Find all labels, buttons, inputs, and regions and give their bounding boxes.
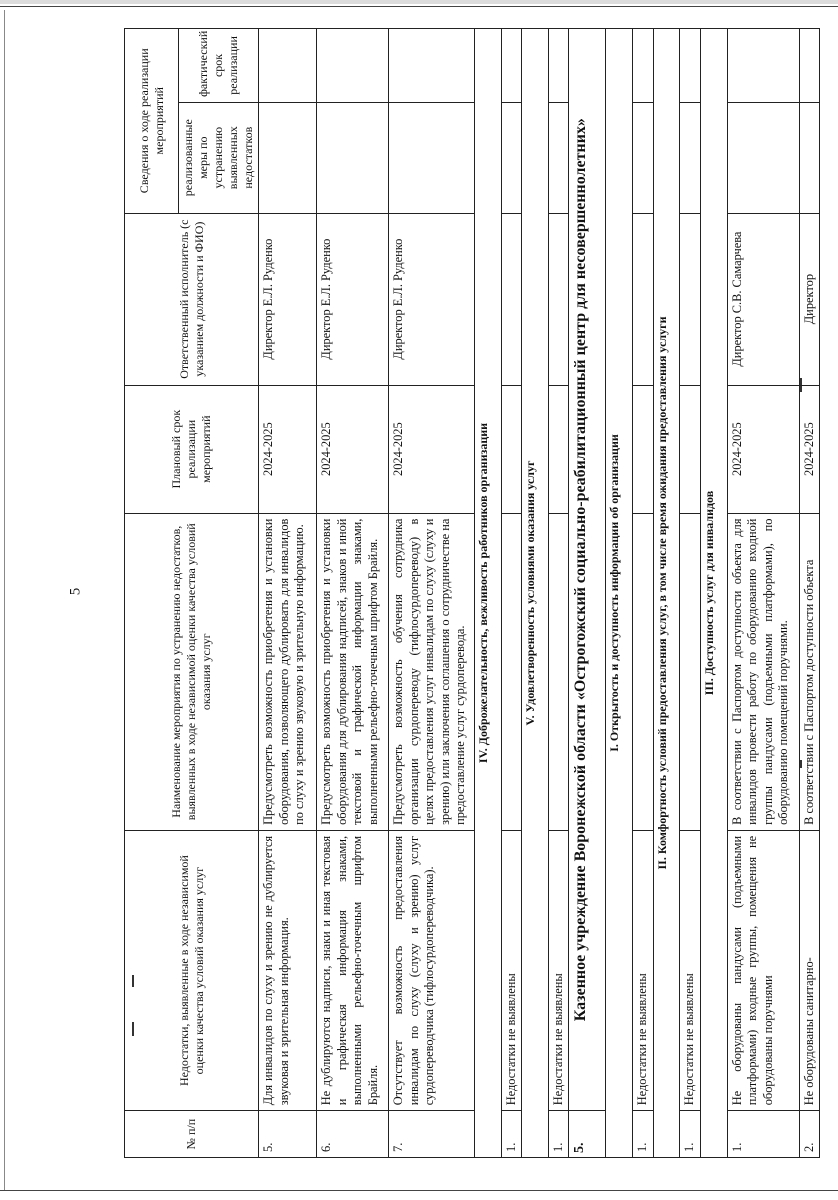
header-deficiencies: Недостатки, выявленные в ходе независимой оценки качества условий оказания услуг <box>125 830 259 1110</box>
cell-no: 1. <box>727 1111 799 1158</box>
organization-number: 5. <box>569 1111 606 1158</box>
cell-deficiency: Не оборудованы пандусами (подъемными платформами) входные группы, помещения не оборудованы поручнями <box>727 830 799 1110</box>
cell-actual-term <box>389 29 475 103</box>
scan-edge-top <box>0 0 838 4</box>
cell-no: 1. <box>680 1111 701 1158</box>
measures-table <box>124 28 820 1158</box>
header-measures: Наименование мероприятия по устранению недостатков, выявленных в ходе независимой оценки качества условий оказания услуг <box>125 513 259 830</box>
table-row <box>727 29 799 1158</box>
header-no: № п/п <box>125 1111 259 1158</box>
cell-realized <box>389 102 475 213</box>
section-title: III. Доступность услуг для инвалидов <box>700 29 727 1158</box>
cell-no: 1. <box>501 1111 522 1158</box>
table-row <box>680 29 701 1158</box>
section-row <box>606 29 633 1158</box>
section-row <box>475 29 502 1158</box>
cell-no: 7. <box>389 1111 475 1158</box>
cell-deficiency: Недостатки не выявлены <box>548 830 569 1110</box>
scan-line-top <box>0 6 838 7</box>
cell-deficiency: Не оборудованы санитарно- <box>799 830 820 1110</box>
table-row <box>501 29 522 1158</box>
cell-deficiency: Отсутствует возможность предоставления инвалидам по слуху (слуху и зрению) услуг сурдопереводчика (тифлосурдопереводчика). <box>389 830 475 1110</box>
header-progress-group: Сведения о ходе реализации мероприятий <box>125 29 179 214</box>
cell-responsible: Директор <box>799 213 820 385</box>
cell-realized <box>259 102 317 213</box>
table-row <box>317 29 389 1158</box>
cell-realized <box>799 102 820 213</box>
cell-realized <box>317 102 389 213</box>
table-row <box>548 29 569 1158</box>
cell-term: 2024-2025 <box>727 385 799 513</box>
cell-deficiency: Для инвалидов по слуху и зрению не дублируется звуковая и зрительная информация. <box>259 830 317 1110</box>
table-row <box>799 29 820 1158</box>
cell-actual-term <box>259 29 317 103</box>
cell-measure: Предусмотреть возможность приобретения и установки оборудования, позволяющего дублировать для инвалидов по слуху и зрению звуковую и зрительную информацию. <box>259 513 317 830</box>
cell-responsible: Директор Е.Л. Руденко <box>317 213 389 385</box>
cell-term: 2024-2025 <box>799 385 820 513</box>
cell-realized <box>727 102 799 213</box>
table-row <box>259 29 317 1158</box>
rotated-table-container <box>124 28 820 1158</box>
cell-no: 2. <box>799 1111 820 1158</box>
cell-actual-term <box>799 29 820 103</box>
cell-responsible: Директор Е.Л. Руденко <box>389 213 475 385</box>
section-row <box>700 29 727 1158</box>
cell-measure: В соответствии с Паспортом доступности объекта для инвалидов провести работу по оборудованию входной группы пандусами (подъемными платформами), по оборудованию помещений поручнями. <box>727 513 799 830</box>
section-row <box>522 29 549 1158</box>
cell-responsible: Директор Е.Л. Руденко <box>259 213 317 385</box>
section-title: I. Открытость и доступность информации об организации <box>606 29 633 1158</box>
cell-measure: В соответствии с Паспортом доступности объекта <box>799 513 820 830</box>
header-responsible: Ответственный исполнитель (с указанием должности и ФИО) <box>125 213 259 385</box>
cell-deficiency: Недостатки не выявлены <box>680 830 701 1110</box>
section-title: IV. Доброжелательность, вежливость работников организации <box>475 29 502 1158</box>
header-planned-term: Плановый срок реализации мероприятий <box>125 385 259 513</box>
scan-line-bottom <box>0 1190 838 1191</box>
cell-term: 2024-2025 <box>317 385 389 513</box>
table-header-row <box>125 29 179 1158</box>
cell-deficiency: Недостатки не выявлены <box>633 830 654 1110</box>
cell-actual-term <box>727 29 799 103</box>
cell-term: 2024-2025 <box>259 385 317 513</box>
section-title: V. Удовлетворенность условиями оказания услуг <box>522 29 549 1158</box>
cell-deficiency: Не дублируются надписи, знаки и иная текстовая и графическая информация знаками, выполненными рельефно-точечным шрифтом Брайля. <box>317 830 389 1110</box>
table-row <box>633 29 654 1158</box>
header-realized: реализованные меры по устранению выявленных недостатков <box>179 102 259 213</box>
cell-actual-term <box>317 29 389 103</box>
cell-measure: Предусмотреть возможность приобретения и установки оборудования для дублирования надписей, знаков и иной текстовой и графической информации знаками, выполненными рельефно-точечным шрифтом Брайля. <box>317 513 389 830</box>
header-actual-term: фактический срок реализации <box>179 29 259 103</box>
scan-edge-left <box>4 10 5 1190</box>
section-title: II. Комфортность условий предоставления услуг, в том числе время ожидания предоставления услуги <box>653 29 680 1158</box>
cell-no: 1. <box>633 1111 654 1158</box>
cell-responsible: Директор С.В. Самарчева <box>727 213 799 385</box>
cell-no: 6. <box>317 1111 389 1158</box>
organization-row <box>569 29 606 1158</box>
cell-no: 5. <box>259 1111 317 1158</box>
table-row <box>389 29 475 1158</box>
cell-deficiency: Недостатки не выявлены <box>501 830 522 1110</box>
page-number: 5 <box>67 587 84 596</box>
section-row <box>653 29 680 1158</box>
cell-term: 2024-2025 <box>389 385 475 513</box>
cell-measure: Предусмотреть возможность обучения сотрудника организации сурдопереводу (тифлосурдопереводу) в целях предоставления услуг инвалидам по слуху (слуху и зрению) или заключения соглашения о сотрудничестве на предоставление услуг сурдоперевода. <box>389 513 475 830</box>
cell-no: 1. <box>548 1111 569 1158</box>
organization-name: Казенное учреждение Воронежской области «Острогожский социально-реабилитационный центр для несовершеннолетних» <box>569 29 606 1111</box>
